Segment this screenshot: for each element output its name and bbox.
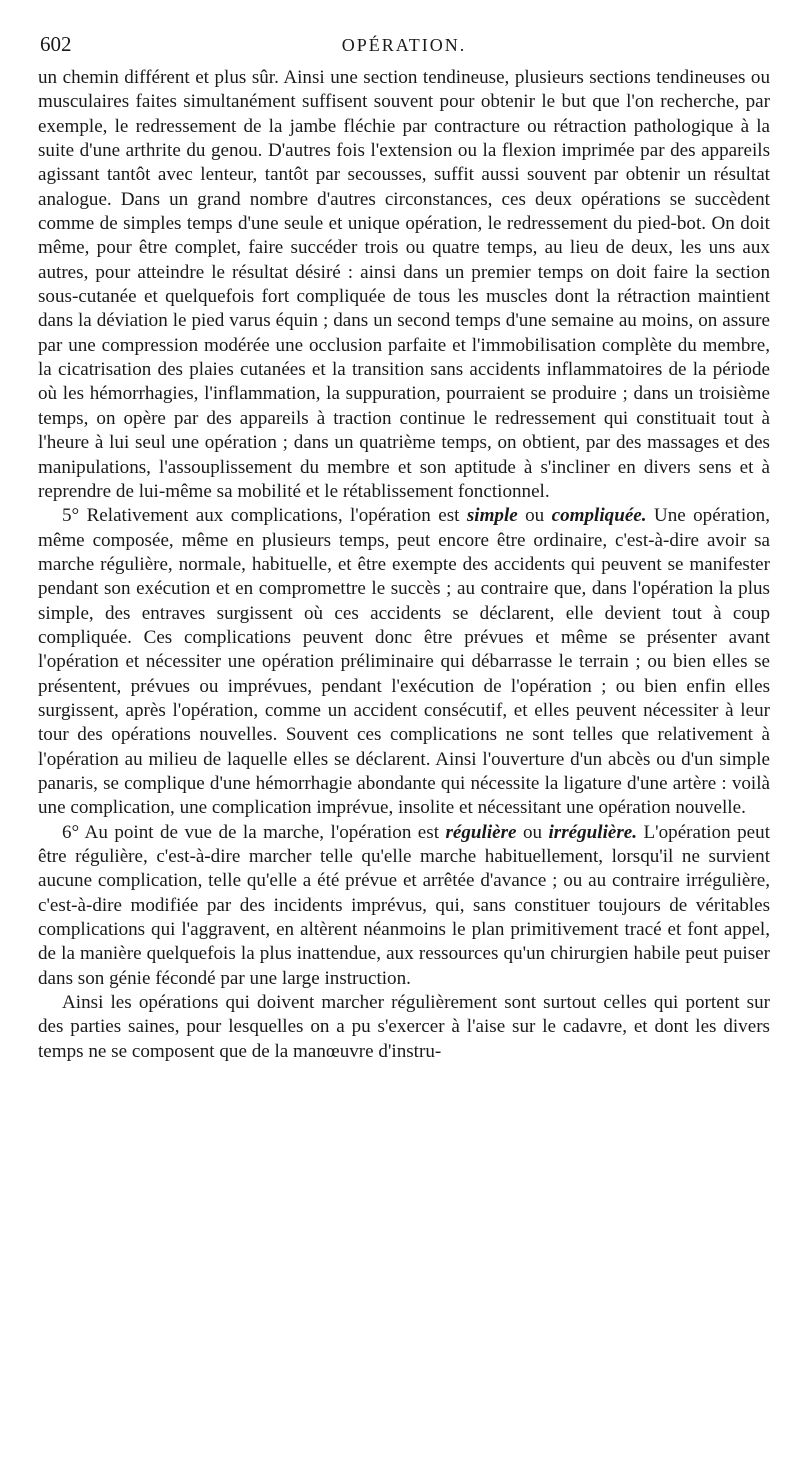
paragraph-continuation: un chemin différent et plus sûr. Ainsi une section tendineuse, plusieurs sections tendineuses ou musculaires faites simultanément suffisent souvent pour obtenir le but que l'on recherche, par exemple, le redressement de la jambe fléchie par contracture ou rétraction pathologique à la suite d'une arthrite du genou. D'autres fois l'extension ou la flexion imprimée par des appareils agissant tantôt avec lenteur, tantôt par secousses, suffit aussi souvent par obtenir un résultat analogue. Dans un grand nombre d'autres circonstances, ces deux opérations se succèdent comme de simples temps d'une seule et unique opération, le redressement du pied-bot. On doit même, pour être complet, faire succéder trois ou quatre temps, au lieu de deux, les uns aux autres, pour atteindre le résultat désiré : ainsi dans un premier temps on doit faire la section sous-cutanée et quelquefois fort compliquée de tous les muscles dont la rétraction maintient dans la déviation le pied varus équin ; dans un second temps d'une semaine au moins, on assure par une compression modérée une occlusion parfaite et l'immobilisation complète du membre, la cicatrisation des plaies cutanées et la transition sans accidents inflammatoires de la période où les hémorrhagies, l'inflammation, la suppuration, pourraient se produire ; dans un troisième temps, on opère par des appareils à traction continue le redressement qui constituait tout à l'heure à lui seul une opération ; dans un quatrième temps, on obtient, par des massages et des manipulations, l'assouplissement du membre et son aptitude à s'incliner en divers sens et à reprendre de lui-même sa mobilité et le rétablissement fonctionnel.: [38, 67, 770, 502]
paragraph-marche: 6° Au point de vue de la marche, l'opération est régulière ou irrégulière. L'opération peut être régulière, c'est-à-dire marcher telle qu'elle marche habituellement, lorsqu'il ne survient aucune complication, telle qu'elle a été prévue et arrêtée d'avance ; ou au contraire irrégulière, c'est-à-dire modifiée par des incidents imprévus, qui, sans constituer toujours de véritables complications qui l'aggravent, en altèrent néanmoins le plan primitivement tracé et font appel, de la manière quelquefois la plus inattendue, aux ressources qu'un chirurgien habile peut puiser dans son génie fécondé par une large instruction.: [38, 821, 771, 989]
page-header: [38, 30, 770, 66]
paragraph-complications: 5° Relativement aux complications, l'opération est simple ou compliquée. Une opération, même composée, même en plusieurs temps, peut encore être ordinaire, c'est-à-dire avoir sa marche régulière, normale, habituelle, et être exempte des accidents qui peuvent se manifester pendant son exécution et en compromettre le succès ; au contraire que, dans l'opération la plus simple, des entraves surgissent où ces accidents se déclarent, elle devient tout à coup compliquée. Ces complications peuvent donc être prévues et même se présenter avant l'opération et nécessiter une opération préliminaire qui débarrasse le terrain ; ou bien elles se présentent, prévues ou imprévues, pendant l'exécution de l'opération ; ou bien enfin elles surgissent, après l'opération, comme un accident consécutif, et elles peuvent nécessiter à leur tour des opérations nouvelles. Souvent ces complications ne sont telles que relativement à l'opération au milieu de laquelle elles se déclarent. Ainsi l'ouverture d'un abcès ou d'un simple panaris, se complique d'une hémorrhagie abondante qui nécessite la ligature d'une artère : voilà une complication, une complication imprévue, insolite et nécessitant une opération nouvelle.: [38, 505, 771, 819]
term-compliquee: compliquée.: [551, 505, 647, 527]
page-number: 602: [40, 32, 72, 56]
term-simple: simple: [466, 505, 518, 527]
term-reguliere: régulière: [445, 821, 517, 843]
book-page: [38, 30, 770, 1064]
term-irreguliere: irrégulière.: [548, 821, 638, 843]
paragraph-operations-regulieres: Ainsi les opérations qui doivent marcher régulièrement sont surtout celles qui portent sur des parties saines, pour lesquelles on a pu s'exercer à l'aise sur le cadavre, et dont les divers temps ne se composent que de la manœuvre d'instru-: [38, 992, 770, 1062]
running-title: OPÉRATION.: [341, 35, 467, 55]
body-text: [38, 66, 770, 1064]
